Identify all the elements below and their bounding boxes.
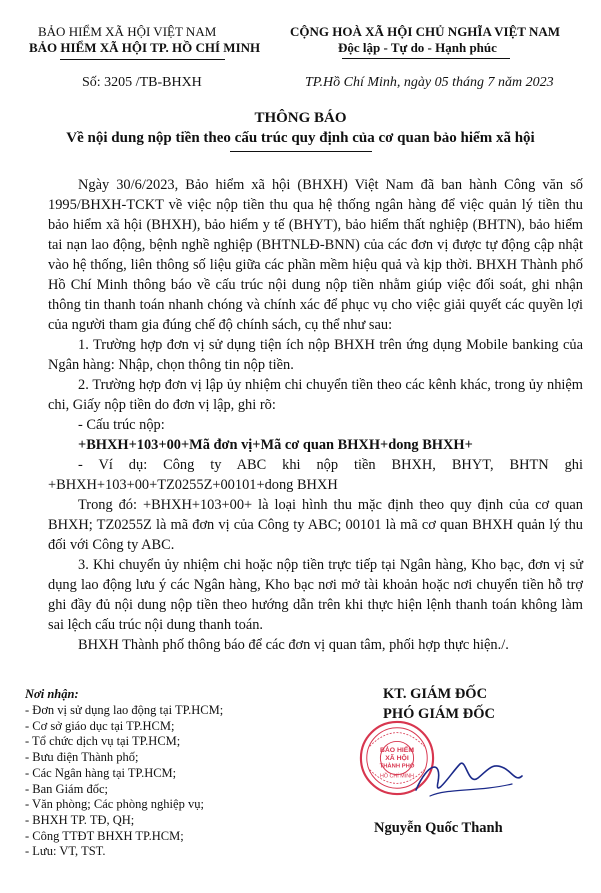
recipient-item: - Lưu: VT, TST. <box>25 844 106 859</box>
signer-name: Nguyễn Quốc Thanh <box>374 820 503 836</box>
structure-label: - Cấu trúc nộp: <box>78 417 165 433</box>
intro-paragraph: Ngày 30/6/2023, Bảo hiểm xã hội (BHXH) Việt Nam đã ban hành Công văn số 1995/BHXH-TCKT về việc nộp tiền thu qua hệ thống ngân hàng để việc quản lý tiền thu bảo hiểm xã hội (BHXH), bảo hiểm y tế (BHYT), bảo hiểm thất nghiệp (BHTN), bảo hiểm tai nạn lao động, bệnh nghề nghiệp (BHTNLĐ-BNN) của các đơn vị được tự động cập nhật vào hệ thống, liên thông số liệu giữa các phần mềm hiệu quả và kịp thời. BHXH Thành phố Hồ Chí Minh thông báo về cấu trúc nội dung nộp tiền nhằm giúp việc đối soát, ghi nhận thông tin thanh toán nhanh chóng và chính xác để phục vụ cho việc giải quyết các quyền lợi của người tham gia đúng chế độ chính sách, cụ thể như sau: <box>48 177 583 333</box>
signature-position: PHÓ GIÁM ĐỐC <box>383 706 495 722</box>
svg-text:THÀNH PHỐ: THÀNH PHỐ <box>379 763 415 770</box>
svg-text:XÃ HỘI: XÃ HỘI <box>385 754 409 762</box>
structure-format: +BHXH+103+00+Mã đơn vị+Mã cơ quan BHXH+dong BHXH+ <box>78 437 473 453</box>
recipient-item: - Công TTĐT BHXH TP.HCM; <box>25 828 184 843</box>
recipient-item: - Đơn vị sử dụng lao động tại TP.HCM; <box>25 703 224 717</box>
national-motto: Độc lập - Tự do - Hạnh phúc <box>338 40 497 55</box>
closing-paragraph: BHXH Thành phố thông báo để các đơn vị quan tâm, phối hợp thực hiện./. <box>78 637 509 653</box>
document-body <box>48 175 583 655</box>
recipient-item: - Các Ngân hàng tại TP.HCM; <box>25 765 177 780</box>
handwritten-signature <box>408 742 528 812</box>
recipient-item: - Cơ sở giáo dục tại TP.HCM; <box>25 718 175 733</box>
explanation-paragraph: Trong đó: +BHXH+103+00+ là loại hình thu mặc định theo quy định của cơ quan BHXH; TZ0255Z là mã đơn vị của Công ty ABC; 00101 là mã cơ quan BHXH quản lý thu đối với Công ty ABC. <box>48 497 583 553</box>
item-1-paragraph: 1. Trường hợp đơn vị sử dụng tiện ích nộp BHXH trên ứng dụng Mobile banking của Ngân hàng: Nhập, chọn thông tin nộp tiền. <box>48 337 583 373</box>
item-3-paragraph: 3. Khi chuyển ủy nhiệm chi hoặc nộp tiền trực tiếp tại Ngân hàng, Kho bạc, đơn vị sử dụng lao động lưu ý các Ngân hàng, Kho bạc nơi mở tài khoản hoặc nơi chuyển tiền hỗ trợ ghi đầy đủ nội dung nộp tiền theo hướng dẫn trên khi thực hiện lệnh thanh toán không làm sai lệch cấu trúc nội dung thanh toán. <box>48 557 583 633</box>
recipient-item: - Văn phòng; Các phòng nghiệp vụ; <box>25 797 204 812</box>
title-underline <box>230 151 372 152</box>
recipient-item: - BHXH TP. TĐ, QH; <box>25 812 135 827</box>
recipient-item: - Tổ chức dịch vụ tại TP.HCM; <box>25 734 181 749</box>
svg-text:BẢO HIỂM: BẢO HIỂM <box>379 747 415 755</box>
org-name: BẢO HIỂM XÃ HỘI TP. HỒ CHÍ MINH <box>29 40 261 55</box>
org-underline <box>60 59 225 60</box>
recipients-title: Nơi nhận: <box>25 687 79 701</box>
document-subject: Về nội dung nộp tiền theo cấu trúc quy định của cơ quan bảo hiểm xã hội <box>66 130 535 146</box>
document-title: THÔNG BÁO <box>254 110 347 126</box>
recipients-list <box>25 703 223 860</box>
national-title: CỘNG HOÀ XÃ HỘI CHỦ NGHĨA VIỆT NAM <box>290 24 561 39</box>
example-paragraph: - Ví dụ: Công ty ABC khi nộp tiền BHXH, BHYT, BHTN ghi +BHXH+103+00+TZ0255Z+00101+dong BHXH <box>48 457 583 493</box>
motto-underline <box>342 58 510 59</box>
svg-text:HỒ CHÍ MINH: HỒ CHÍ MINH <box>380 773 414 780</box>
signature-title: KT. GIÁM ĐỐC <box>383 686 488 702</box>
document-date: TP.Hồ Chí Minh, ngày 05 tháng 7 năm 2023 <box>305 75 554 90</box>
recipient-item: - Bưu điện Thành phố; <box>25 750 139 765</box>
org-name-parent: BẢO HIỂM XÃ HỘI VIỆT NAM <box>38 24 217 39</box>
item-2-paragraph: 2. Trường hợp đơn vị lập ủy nhiệm chi chuyển tiền theo các kênh khác, trong ủy nhiệm chi, Giấy nộp tiền do đơn vị lập, ghi rõ: <box>48 377 583 413</box>
document-number: Số: 3205 /TB-BHXH <box>82 75 202 90</box>
recipient-item: - Ban Giám đốc; <box>25 781 108 796</box>
